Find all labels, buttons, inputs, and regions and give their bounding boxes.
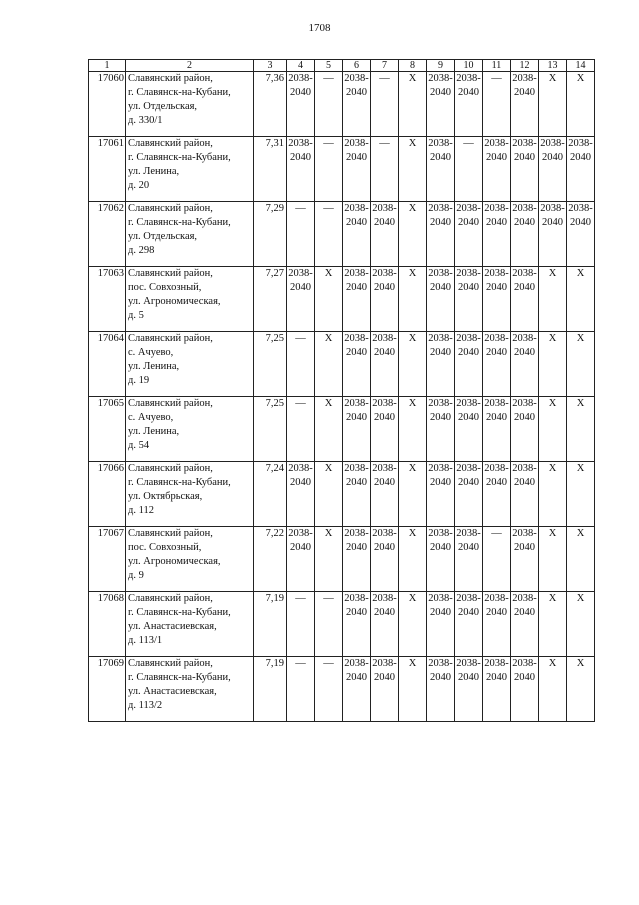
table-row bbox=[89, 332, 595, 397]
schedule-cell: 2038- 2040 bbox=[511, 137, 539, 202]
column-header-3: 3 bbox=[254, 60, 287, 72]
schedule-cell: 2038- 2040 bbox=[567, 137, 595, 202]
schedule-cell: 2038- 2040 bbox=[455, 202, 483, 267]
address-line: ул. Ленина, bbox=[128, 166, 180, 177]
schedule-cell: Х bbox=[539, 72, 567, 137]
address-cell bbox=[126, 657, 254, 722]
schedule-cell: Х bbox=[399, 657, 427, 722]
schedule-cell: 2038- 2040 bbox=[371, 202, 399, 267]
area-cell: 7,22 bbox=[254, 527, 287, 592]
schedule-cell: 2038- 2040 bbox=[371, 332, 399, 397]
schedule-cell: 2038- 2040 bbox=[427, 72, 455, 137]
schedule-cell: 2038- 2040 bbox=[483, 592, 511, 657]
schedule-cell: Х bbox=[539, 332, 567, 397]
address-line: д. 20 bbox=[128, 180, 150, 191]
schedule-cell: Х bbox=[399, 137, 427, 202]
schedule-cell: 2038- 2040 bbox=[427, 332, 455, 397]
address-line: ул. Отдельская, bbox=[128, 231, 198, 242]
schedule-cell: — bbox=[315, 657, 343, 722]
address-line: д. 54 bbox=[128, 440, 150, 451]
column-header-12: 12 bbox=[511, 60, 539, 72]
column-header-11: 11 bbox=[483, 60, 511, 72]
schedule-cell: — bbox=[287, 202, 315, 267]
schedule-cell: 2038- 2040 bbox=[371, 462, 399, 527]
address-line: Славянский район, bbox=[128, 593, 213, 604]
schedule-cell: — bbox=[315, 72, 343, 137]
schedule-cell: 2038- 2040 bbox=[511, 397, 539, 462]
schedule-cell: Х bbox=[567, 267, 595, 332]
schedule-cell: 2038- 2040 bbox=[511, 657, 539, 722]
address-line: ул. Анастасиевская, bbox=[128, 686, 217, 697]
schedule-cell: Х bbox=[399, 397, 427, 462]
column-header-8: 8 bbox=[399, 60, 427, 72]
row-number: 17067 bbox=[89, 527, 126, 592]
address-line: д. 9 bbox=[128, 570, 144, 581]
page-number: 1708 bbox=[308, 22, 331, 34]
schedule-cell: 2038- 2040 bbox=[483, 462, 511, 527]
schedule-cell: 2038- 2040 bbox=[455, 657, 483, 722]
schedule-cell: Х bbox=[399, 267, 427, 332]
address-line: ул. Агрономическая, bbox=[128, 556, 221, 567]
address-cell bbox=[126, 267, 254, 332]
schedule-cell: Х bbox=[539, 397, 567, 462]
address-line: Славянский район, bbox=[128, 658, 213, 669]
schedule-cell: 2038- 2040 bbox=[483, 267, 511, 332]
area-cell: 7,36 bbox=[254, 72, 287, 137]
schedule-cell: 2038- 2040 bbox=[483, 137, 511, 202]
schedule-cell: 2038- 2040 bbox=[287, 137, 315, 202]
schedule-cell: 2038- 2040 bbox=[343, 267, 371, 332]
schedule-cell: 2038- 2040 bbox=[371, 267, 399, 332]
schedule-cell: Х bbox=[567, 332, 595, 397]
column-header-2: 2 bbox=[126, 60, 254, 72]
schedule-cell: — bbox=[483, 527, 511, 592]
address-line: д. 298 bbox=[128, 245, 155, 256]
schedule-cell: Х bbox=[539, 592, 567, 657]
schedule-cell: Х bbox=[399, 592, 427, 657]
table-row bbox=[89, 267, 595, 332]
address-cell bbox=[126, 72, 254, 137]
schedule-cell: Х bbox=[399, 462, 427, 527]
row-number: 17066 bbox=[89, 462, 126, 527]
row-number: 17061 bbox=[89, 137, 126, 202]
address-cell bbox=[126, 462, 254, 527]
schedule-cell: 2038- 2040 bbox=[343, 592, 371, 657]
area-cell: 7,31 bbox=[254, 137, 287, 202]
schedule-cell: — bbox=[315, 137, 343, 202]
schedule-cell: — bbox=[455, 137, 483, 202]
header-row bbox=[89, 60, 595, 72]
address-line: д. 113/1 bbox=[128, 635, 163, 646]
address-cell bbox=[126, 202, 254, 267]
schedule-cell: Х bbox=[567, 527, 595, 592]
schedule-cell: 2038- 2040 bbox=[455, 332, 483, 397]
column-header-13: 13 bbox=[539, 60, 567, 72]
address-line: г. Славянск-на-Кубани, bbox=[128, 607, 231, 618]
schedule-cell: 2038- 2040 bbox=[427, 592, 455, 657]
schedule-cell: 2038- 2040 bbox=[371, 527, 399, 592]
schedule-cell: Х bbox=[567, 592, 595, 657]
address-cell bbox=[126, 527, 254, 592]
schedule-cell: Х bbox=[399, 527, 427, 592]
schedule-cell: 2038- 2040 bbox=[483, 202, 511, 267]
schedule-cell: 2038- 2040 bbox=[287, 267, 315, 332]
schedule-cell: Х bbox=[567, 657, 595, 722]
schedule-cell: 2038- 2040 bbox=[343, 202, 371, 267]
address-cell bbox=[126, 137, 254, 202]
schedule-cell: Х bbox=[567, 397, 595, 462]
row-number: 17060 bbox=[89, 72, 126, 137]
address-line: с. Ачуево, bbox=[128, 412, 174, 423]
schedule-cell: — bbox=[371, 137, 399, 202]
row-number: 17068 bbox=[89, 592, 126, 657]
schedule-cell: 2038- 2040 bbox=[483, 657, 511, 722]
schedule-cell: — bbox=[287, 397, 315, 462]
schedule-cell: Х bbox=[315, 267, 343, 332]
schedule-cell: 2038- 2040 bbox=[455, 592, 483, 657]
row-number: 17069 bbox=[89, 657, 126, 722]
schedule-cell: — bbox=[287, 592, 315, 657]
address-line: Славянский район, bbox=[128, 528, 213, 539]
address-line: д. 5 bbox=[128, 310, 144, 321]
address-line: Славянский район, bbox=[128, 203, 213, 214]
schedule-cell: Х bbox=[539, 462, 567, 527]
schedule-cell: — bbox=[315, 202, 343, 267]
schedule-cell: 2038- 2040 bbox=[427, 657, 455, 722]
column-header-5: 5 bbox=[315, 60, 343, 72]
table-row bbox=[89, 202, 595, 267]
table-row bbox=[89, 397, 595, 462]
address-cell bbox=[126, 397, 254, 462]
schedule-cell: 2038- 2040 bbox=[511, 332, 539, 397]
schedule-cell: 2038- 2040 bbox=[511, 267, 539, 332]
schedule-cell: 2038- 2040 bbox=[427, 137, 455, 202]
schedule-cell: 2038- 2040 bbox=[567, 202, 595, 267]
schedule-cell: 2038- 2040 bbox=[371, 592, 399, 657]
table-row bbox=[89, 462, 595, 527]
address-line: Славянский район, bbox=[128, 333, 213, 344]
schedule-cell: 2038- 2040 bbox=[371, 657, 399, 722]
schedule-cell: 2038- 2040 bbox=[287, 527, 315, 592]
schedule-cell: 2038- 2040 bbox=[455, 462, 483, 527]
schedule-cell: Х bbox=[539, 657, 567, 722]
area-cell: 7,25 bbox=[254, 332, 287, 397]
schedule-table bbox=[88, 59, 595, 722]
address-cell bbox=[126, 592, 254, 657]
schedule-cell: Х bbox=[567, 462, 595, 527]
address-line: Славянский район, bbox=[128, 398, 213, 409]
schedule-cell: 2038- 2040 bbox=[455, 397, 483, 462]
area-cell: 7,25 bbox=[254, 397, 287, 462]
table-row bbox=[89, 657, 595, 722]
address-line: Славянский район, bbox=[128, 73, 213, 84]
address-line: Славянский район, bbox=[128, 138, 213, 149]
schedule-cell: — bbox=[483, 72, 511, 137]
column-header-6: 6 bbox=[343, 60, 371, 72]
address-line: ул. Ленина, bbox=[128, 361, 180, 372]
column-header-7: 7 bbox=[371, 60, 399, 72]
address-line: ул. Отдельская, bbox=[128, 101, 198, 112]
column-header-9: 9 bbox=[427, 60, 455, 72]
schedule-cell: 2038- 2040 bbox=[427, 527, 455, 592]
area-cell: 7,24 bbox=[254, 462, 287, 527]
row-number: 17063 bbox=[89, 267, 126, 332]
area-cell: 7,27 bbox=[254, 267, 287, 332]
table-row bbox=[89, 72, 595, 137]
address-line: г. Славянск-на-Кубани, bbox=[128, 152, 231, 163]
column-header-10: 10 bbox=[455, 60, 483, 72]
schedule-cell: 2038- 2040 bbox=[455, 267, 483, 332]
schedule-cell: 2038- 2040 bbox=[511, 72, 539, 137]
area-cell: 7,19 bbox=[254, 657, 287, 722]
schedule-cell: 2038- 2040 bbox=[539, 137, 567, 202]
address-line: г. Славянск-на-Кубани, bbox=[128, 217, 231, 228]
schedule-cell: Х bbox=[315, 462, 343, 527]
schedule-cell: 2038- 2040 bbox=[371, 397, 399, 462]
schedule-cell: 2038- 2040 bbox=[511, 592, 539, 657]
address-line: д. 19 bbox=[128, 375, 150, 386]
schedule-cell: Х bbox=[539, 527, 567, 592]
schedule-cell: Х bbox=[399, 202, 427, 267]
schedule-cell: 2038- 2040 bbox=[427, 202, 455, 267]
schedule-cell: 2038- 2040 bbox=[343, 527, 371, 592]
address-line: ул. Октябрьская, bbox=[128, 491, 203, 502]
address-line: г. Славянск-на-Кубани, bbox=[128, 477, 231, 488]
address-line: ул. Агрономическая, bbox=[128, 296, 221, 307]
row-number: 17062 bbox=[89, 202, 126, 267]
schedule-cell: 2038- 2040 bbox=[539, 202, 567, 267]
schedule-cell: 2038- 2040 bbox=[455, 72, 483, 137]
address-cell bbox=[126, 332, 254, 397]
schedule-cell: — bbox=[287, 332, 315, 397]
address-line: г. Славянск-на-Кубани, bbox=[128, 87, 231, 98]
schedule-cell: 2038- 2040 bbox=[343, 657, 371, 722]
address-line: д. 112 bbox=[128, 505, 154, 516]
column-header-1: 1 bbox=[89, 60, 126, 72]
address-line: Славянский район, bbox=[128, 463, 213, 474]
schedule-cell: Х bbox=[567, 72, 595, 137]
schedule-cell: Х bbox=[315, 332, 343, 397]
address-line: пос. Совхозный, bbox=[128, 282, 202, 293]
table-row bbox=[89, 137, 595, 202]
schedule-cell: — bbox=[287, 657, 315, 722]
address-line: с. Ачуево, bbox=[128, 347, 174, 358]
area-cell: 7,19 bbox=[254, 592, 287, 657]
schedule-cell: 2038- 2040 bbox=[511, 202, 539, 267]
schedule-cell: 2038- 2040 bbox=[343, 332, 371, 397]
schedule-cell: Х bbox=[399, 332, 427, 397]
schedule-cell: Х bbox=[315, 527, 343, 592]
schedule-cell: Х bbox=[315, 397, 343, 462]
schedule-cell: 2038- 2040 bbox=[455, 527, 483, 592]
table-row bbox=[89, 592, 595, 657]
address-line: пос. Совхозный, bbox=[128, 542, 202, 553]
column-header-4: 4 bbox=[287, 60, 315, 72]
schedule-cell: 2038- 2040 bbox=[511, 527, 539, 592]
schedule-cell: Х bbox=[539, 267, 567, 332]
schedule-cell: 2038- 2040 bbox=[343, 462, 371, 527]
table-row bbox=[89, 527, 595, 592]
address-line: г. Славянск-на-Кубани, bbox=[128, 672, 231, 683]
schedule-cell: 2038- 2040 bbox=[427, 462, 455, 527]
schedule-cell: — bbox=[315, 592, 343, 657]
schedule-cell: 2038- 2040 bbox=[427, 267, 455, 332]
schedule-cell: 2038- 2040 bbox=[427, 397, 455, 462]
row-number: 17065 bbox=[89, 397, 126, 462]
schedule-cell: 2038- 2040 bbox=[511, 462, 539, 527]
schedule-cell: 2038- 2040 bbox=[483, 397, 511, 462]
area-cell: 7,29 bbox=[254, 202, 287, 267]
row-number: 17064 bbox=[89, 332, 126, 397]
column-header-14: 14 bbox=[567, 60, 595, 72]
address-line: ул. Анастасиевская, bbox=[128, 621, 217, 632]
address-line: ул. Ленина, bbox=[128, 426, 180, 437]
address-line: Славянский район, bbox=[128, 268, 213, 279]
schedule-cell: Х bbox=[399, 72, 427, 137]
address-line: д. 113/2 bbox=[128, 700, 163, 711]
schedule-cell: 2038- 2040 bbox=[287, 462, 315, 527]
schedule-cell: 2038- 2040 bbox=[343, 397, 371, 462]
schedule-cell: 2038- 2040 bbox=[343, 137, 371, 202]
address-line: д. 330/1 bbox=[128, 115, 163, 126]
schedule-cell: 2038- 2040 bbox=[343, 72, 371, 137]
schedule-cell: 2038- 2040 bbox=[483, 332, 511, 397]
schedule-cell: 2038- 2040 bbox=[287, 72, 315, 137]
schedule-cell: — bbox=[371, 72, 399, 137]
